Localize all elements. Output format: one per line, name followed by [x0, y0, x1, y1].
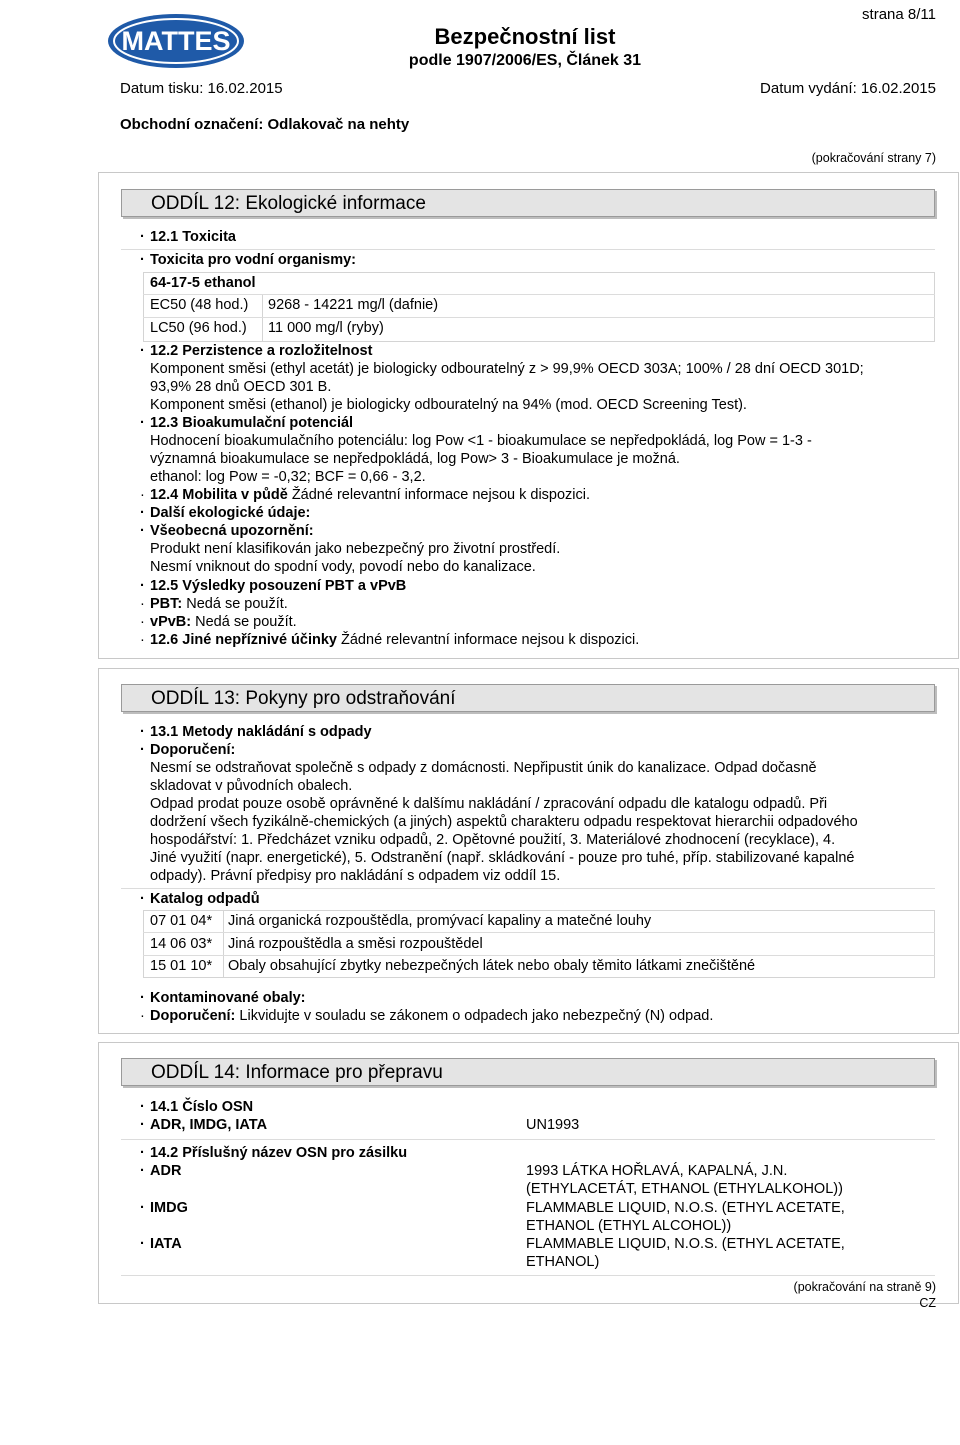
- persistence-line: Komponent směsi (ethanol) je biologicky odbouratelný na 94% (mod. OECD Screening Test).: [150, 397, 747, 413]
- general-line: Produkt není klasifikován jako nebezpečný pro životní prostředí.: [150, 541, 561, 557]
- other-effects-row: · 12.6 Jiné nepříznivé účinky Žádné relevantní informace nejsou k dispozici.: [140, 632, 640, 648]
- catalog-desc: Obaly obsahující zbytky nebezpečných látek nebo obaly těmito látkami znečištěné: [228, 958, 756, 974]
- bioacc-line: ethanol: log Pow = -0,32; BCF = 0,66 - 3,2.: [150, 469, 426, 485]
- lc50-label: LC50 (96 hod.): [150, 320, 247, 336]
- continued-to: (pokračování na straně 9): [793, 1280, 936, 1294]
- catalog-code: 15 01 10*: [150, 958, 213, 974]
- mobility-row: · 12.4 Mobilita v půdě Žádné relevantní informace nejsou k dispozici.: [140, 487, 591, 503]
- pbt-row: · PBT: Nedá se použít.: [140, 596, 288, 612]
- aquatic-heading: · Toxicita pro vodní organismy:: [140, 252, 356, 268]
- iata-name: FLAMMABLE LIQUID, N.O.S. (ETHYL ACETATE,: [526, 1236, 845, 1252]
- document-subtitle: podle 1907/2006/ES, Článek 31: [408, 52, 642, 69]
- lc50-value: 11 000 mg/l (ryby): [268, 320, 384, 336]
- adr-label: · ADR: [140, 1163, 182, 1179]
- catalog-desc: Jiná rozpouštědla a směsi rozpouštědel: [228, 936, 483, 952]
- recommend-line: hospodářství: 1. Předcházet vzniku odpadů, 2. Opětovné použití, 3. Materiálové zhodnocení (recyklace), 4.: [150, 832, 836, 848]
- general-heading: · Všeobecná upozornění:: [140, 523, 314, 539]
- recommend-line: dodržení všech fyzikálně-chemických (a jiných) aspektů charakteru odpadu respektovat hierarchii odpadového: [150, 814, 858, 830]
- imdg-name: FLAMMABLE LIQUID, N.O.S. (ETHYL ACETATE,: [526, 1200, 845, 1216]
- methods-heading: · 13.1 Metody nakládání s odpady: [140, 724, 372, 740]
- recommend-line: Jiné využití (napr. energetické), 5. Odstranění (např. skládkování - pouze pro tuhé, příp. stabilizované kapalné: [150, 850, 855, 866]
- iata-label: · IATA: [140, 1236, 182, 1252]
- un-value: UN1993: [526, 1117, 580, 1133]
- ec50-label: EC50 (48 hod.): [150, 297, 249, 313]
- persistence-line: 93,9% 28 dnů OECD 301 B.: [150, 379, 332, 395]
- catalog-desc: Jiná organická rozpouštědla, promývací kapaliny a matečné louhy: [228, 913, 652, 929]
- print-date: Datum tisku: 16.02.2015: [120, 80, 283, 97]
- imdg-label: · IMDG: [140, 1200, 188, 1216]
- ec50-value: 9268 - 14221 mg/l (dafnie): [268, 297, 439, 313]
- catalog-code: 14 06 03*: [150, 936, 213, 952]
- vpvb-row: · vPvB: Nedá se použít.: [140, 614, 297, 630]
- adr-name: (ETHYLACETÁT, ETHANOL (ETHYLALKOHOL)): [526, 1181, 843, 1197]
- imdg-name: ETHANOL (ETHYL ALCOHOL)): [526, 1218, 732, 1234]
- un-heading: · 14.1 Číslo OSN: [140, 1099, 254, 1115]
- contaminated-heading: · Kontaminované obaly:: [140, 990, 306, 1006]
- persistence-heading: · 12.2 Perzistence a rozložitelnost: [140, 343, 373, 359]
- section-13-title: ODDÍL 13: Pokyny pro odstraňování: [121, 684, 935, 712]
- recommend-line: skladovat v původních obalech.: [150, 778, 353, 794]
- general-line: Nesmí vniknout do spodní vody, povodí nebo do kanalizace.: [150, 559, 536, 575]
- page-number: strana 8/11: [862, 6, 936, 23]
- recommend-line: odpady). Právní předpisy pro nakládání s odpadem viz oddíl 15.: [150, 868, 561, 884]
- name-heading: · 14.2 Příslušný název OSN pro zásilku: [140, 1145, 408, 1161]
- catalog-heading: · Katalog odpadů: [140, 891, 260, 907]
- bioacc-line: Hodnocení bioakumulačního potenciálu: log Pow <1 - bioakumulace se nepředpokládá, log Pow = 1-3 -: [150, 433, 812, 449]
- substance-name: 64-17-5 ethanol: [150, 275, 256, 291]
- persistence-line: Komponent směsi (ethyl acetát) je biologicky odbouratelný z > 99,9% OECD 303A; 100% / 28 dní OECD 301D;: [150, 361, 864, 377]
- logo-text: MATTES: [121, 26, 231, 56]
- recommend-heading: · Doporučení:: [140, 742, 236, 758]
- toxicity-heading: · 12.1 Toxicita: [140, 229, 236, 245]
- bioacc-line: významná bioakumulace se nepředpokládá, log Pow> 3 - Bioakumulace je možná.: [150, 451, 680, 467]
- un-label: · ADR, IMDG, IATA: [140, 1117, 268, 1133]
- section-12-title: ODDÍL 12: Ekologické informace: [121, 189, 935, 217]
- contaminated-row: · Doporučení: Likvidujte v souladu se zákonem o odpadech jako nebezpečný (N) odpad.: [140, 1008, 714, 1024]
- recommend-line: Odpad prodat pouze osobě oprávněné k dalšímu nakládání / zpracování odpadu dle katalogu odpadů. Při: [150, 796, 828, 812]
- catalog-code: 07 01 04*: [150, 913, 213, 929]
- language-code: CZ: [919, 1296, 936, 1310]
- continued-from: (pokračování strany 7): [811, 151, 936, 165]
- issue-date: Datum vydání: 16.02.2015: [760, 80, 936, 97]
- iata-name: ETHANOL): [526, 1254, 600, 1270]
- adr-name: 1993 LÁTKA HOŘLAVÁ, KAPALNÁ, J.N.: [526, 1163, 788, 1179]
- recommend-line: Nesmí se odstraňovat společně s odpady z domácnosti. Nepřipustit únik do kanalizace. Odpad dočasně: [150, 760, 817, 776]
- other-eco-heading: · Další ekologické údaje:: [140, 505, 311, 521]
- bioacc-heading: · 12.3 Bioakumulační potenciál: [140, 415, 354, 431]
- trade-name: Obchodní označení: Odlakovač na nehty: [120, 116, 410, 133]
- document-title: Bezpečnostní list: [434, 24, 616, 49]
- pbt-heading: · 12.5 Výsledky posouzení PBT a vPvB: [140, 578, 407, 594]
- section-14-title: ODDÍL 14: Informace pro přepravu: [121, 1058, 935, 1086]
